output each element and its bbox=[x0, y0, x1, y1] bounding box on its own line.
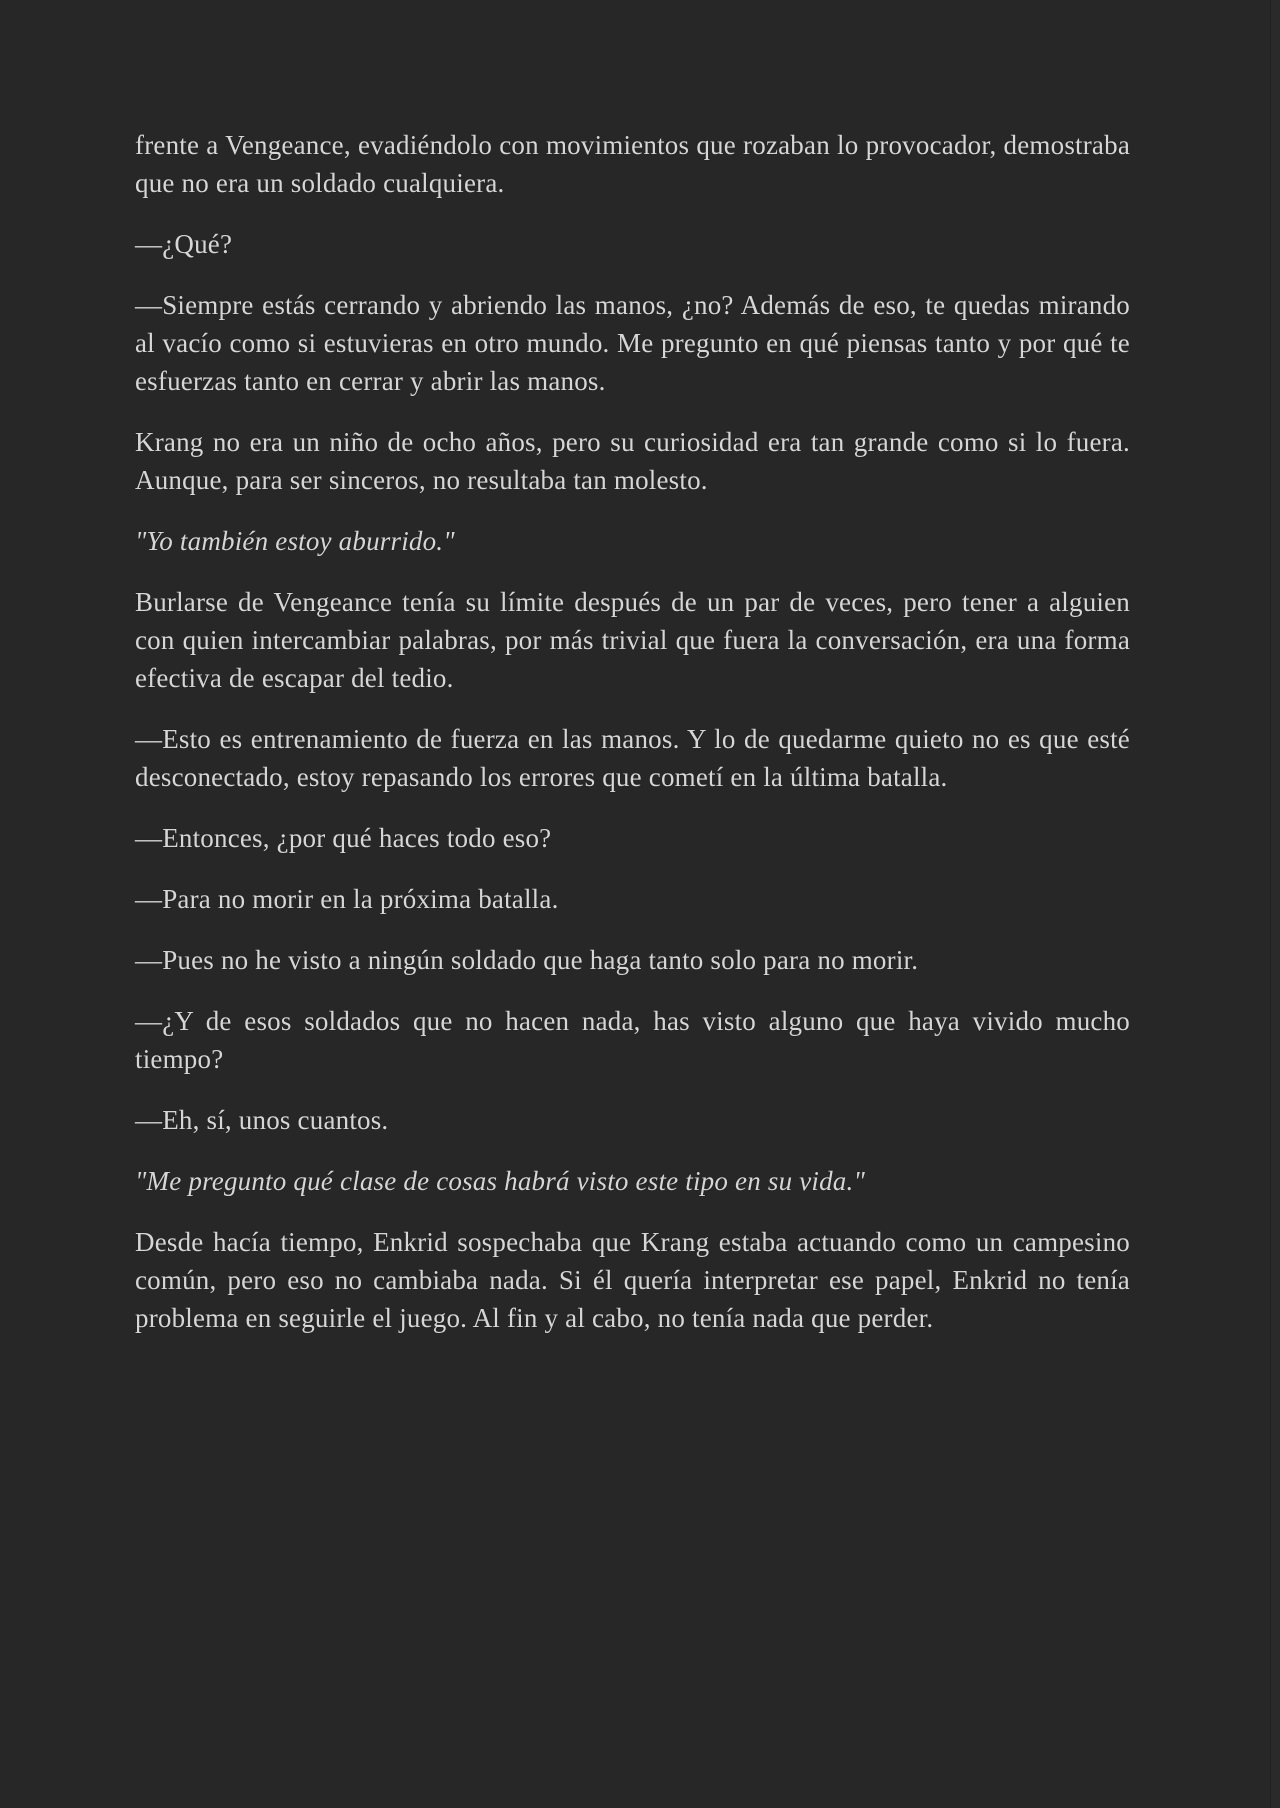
inner-thought-line: "Me pregunto qué clase de cosas habrá visto este tipo en su vida." bbox=[135, 1166, 865, 1196]
dialogue-line: —Eh, sí, unos cuantos. bbox=[135, 1105, 389, 1135]
dialogue-line: —¿Qué? bbox=[135, 229, 233, 259]
scrollbar-track[interactable] bbox=[1270, 0, 1280, 1808]
narration-paragraph: Krang no era un niño de ocho años, pero su curiosidad era tan grande como si lo fuera. Aunque, para ser sinceros, no resultaba tan molesto. bbox=[135, 427, 1130, 495]
dialogue-line: —Esto es entrenamiento de fuerza en las manos. Y lo de quedarme quieto no es que esté desconectado, estoy repasando los errores que cometí en la última batalla. bbox=[135, 724, 1130, 792]
narration-paragraph: Desde hacía tiempo, Enkrid sospechaba que Krang estaba actuando como un campesino común, pero eso no cambiaba nada. Si él quería interpretar ese papel, Enkrid no tenía problema en seguirle el juego. Al fin y al cabo, no tenía nada que perder. bbox=[135, 1227, 1130, 1333]
narration-paragraph: Burlarse de Vengeance tenía su límite después de un par de veces, pero tener a alguien con quien intercambiar palabras, por más trivial que fuera la conversación, era una forma efectiva de escapar del tedio. bbox=[135, 587, 1130, 693]
narration-paragraph: frente a Vengeance, evadiéndolo con movimientos que rozaban lo provocador, demostraba que no era un soldado cualquiera. bbox=[135, 130, 1130, 198]
dialogue-line: —¿Y de esos soldados que no hacen nada, has visto alguno que haya vivido mucho tiempo? bbox=[135, 1006, 1130, 1074]
dialogue-line: —Para no morir en la próxima batalla. bbox=[135, 884, 559, 914]
inner-thought-line: "Yo también estoy aburrido." bbox=[135, 526, 455, 556]
dialogue-line: —Entonces, ¿por qué haces todo eso? bbox=[135, 823, 552, 853]
dialogue-line: —Pues no he visto a ningún soldado que haga tanto solo para no morir. bbox=[135, 945, 919, 975]
dialogue-line: —Siempre estás cerrando y abriendo las manos, ¿no? Además de eso, te quedas mirando al vacío como si estuvieras en otro mundo. Me pregunto en qué piensas tanto y por qué te esfuerzas tanto en cerrar y abrir las manos. bbox=[135, 290, 1130, 396]
